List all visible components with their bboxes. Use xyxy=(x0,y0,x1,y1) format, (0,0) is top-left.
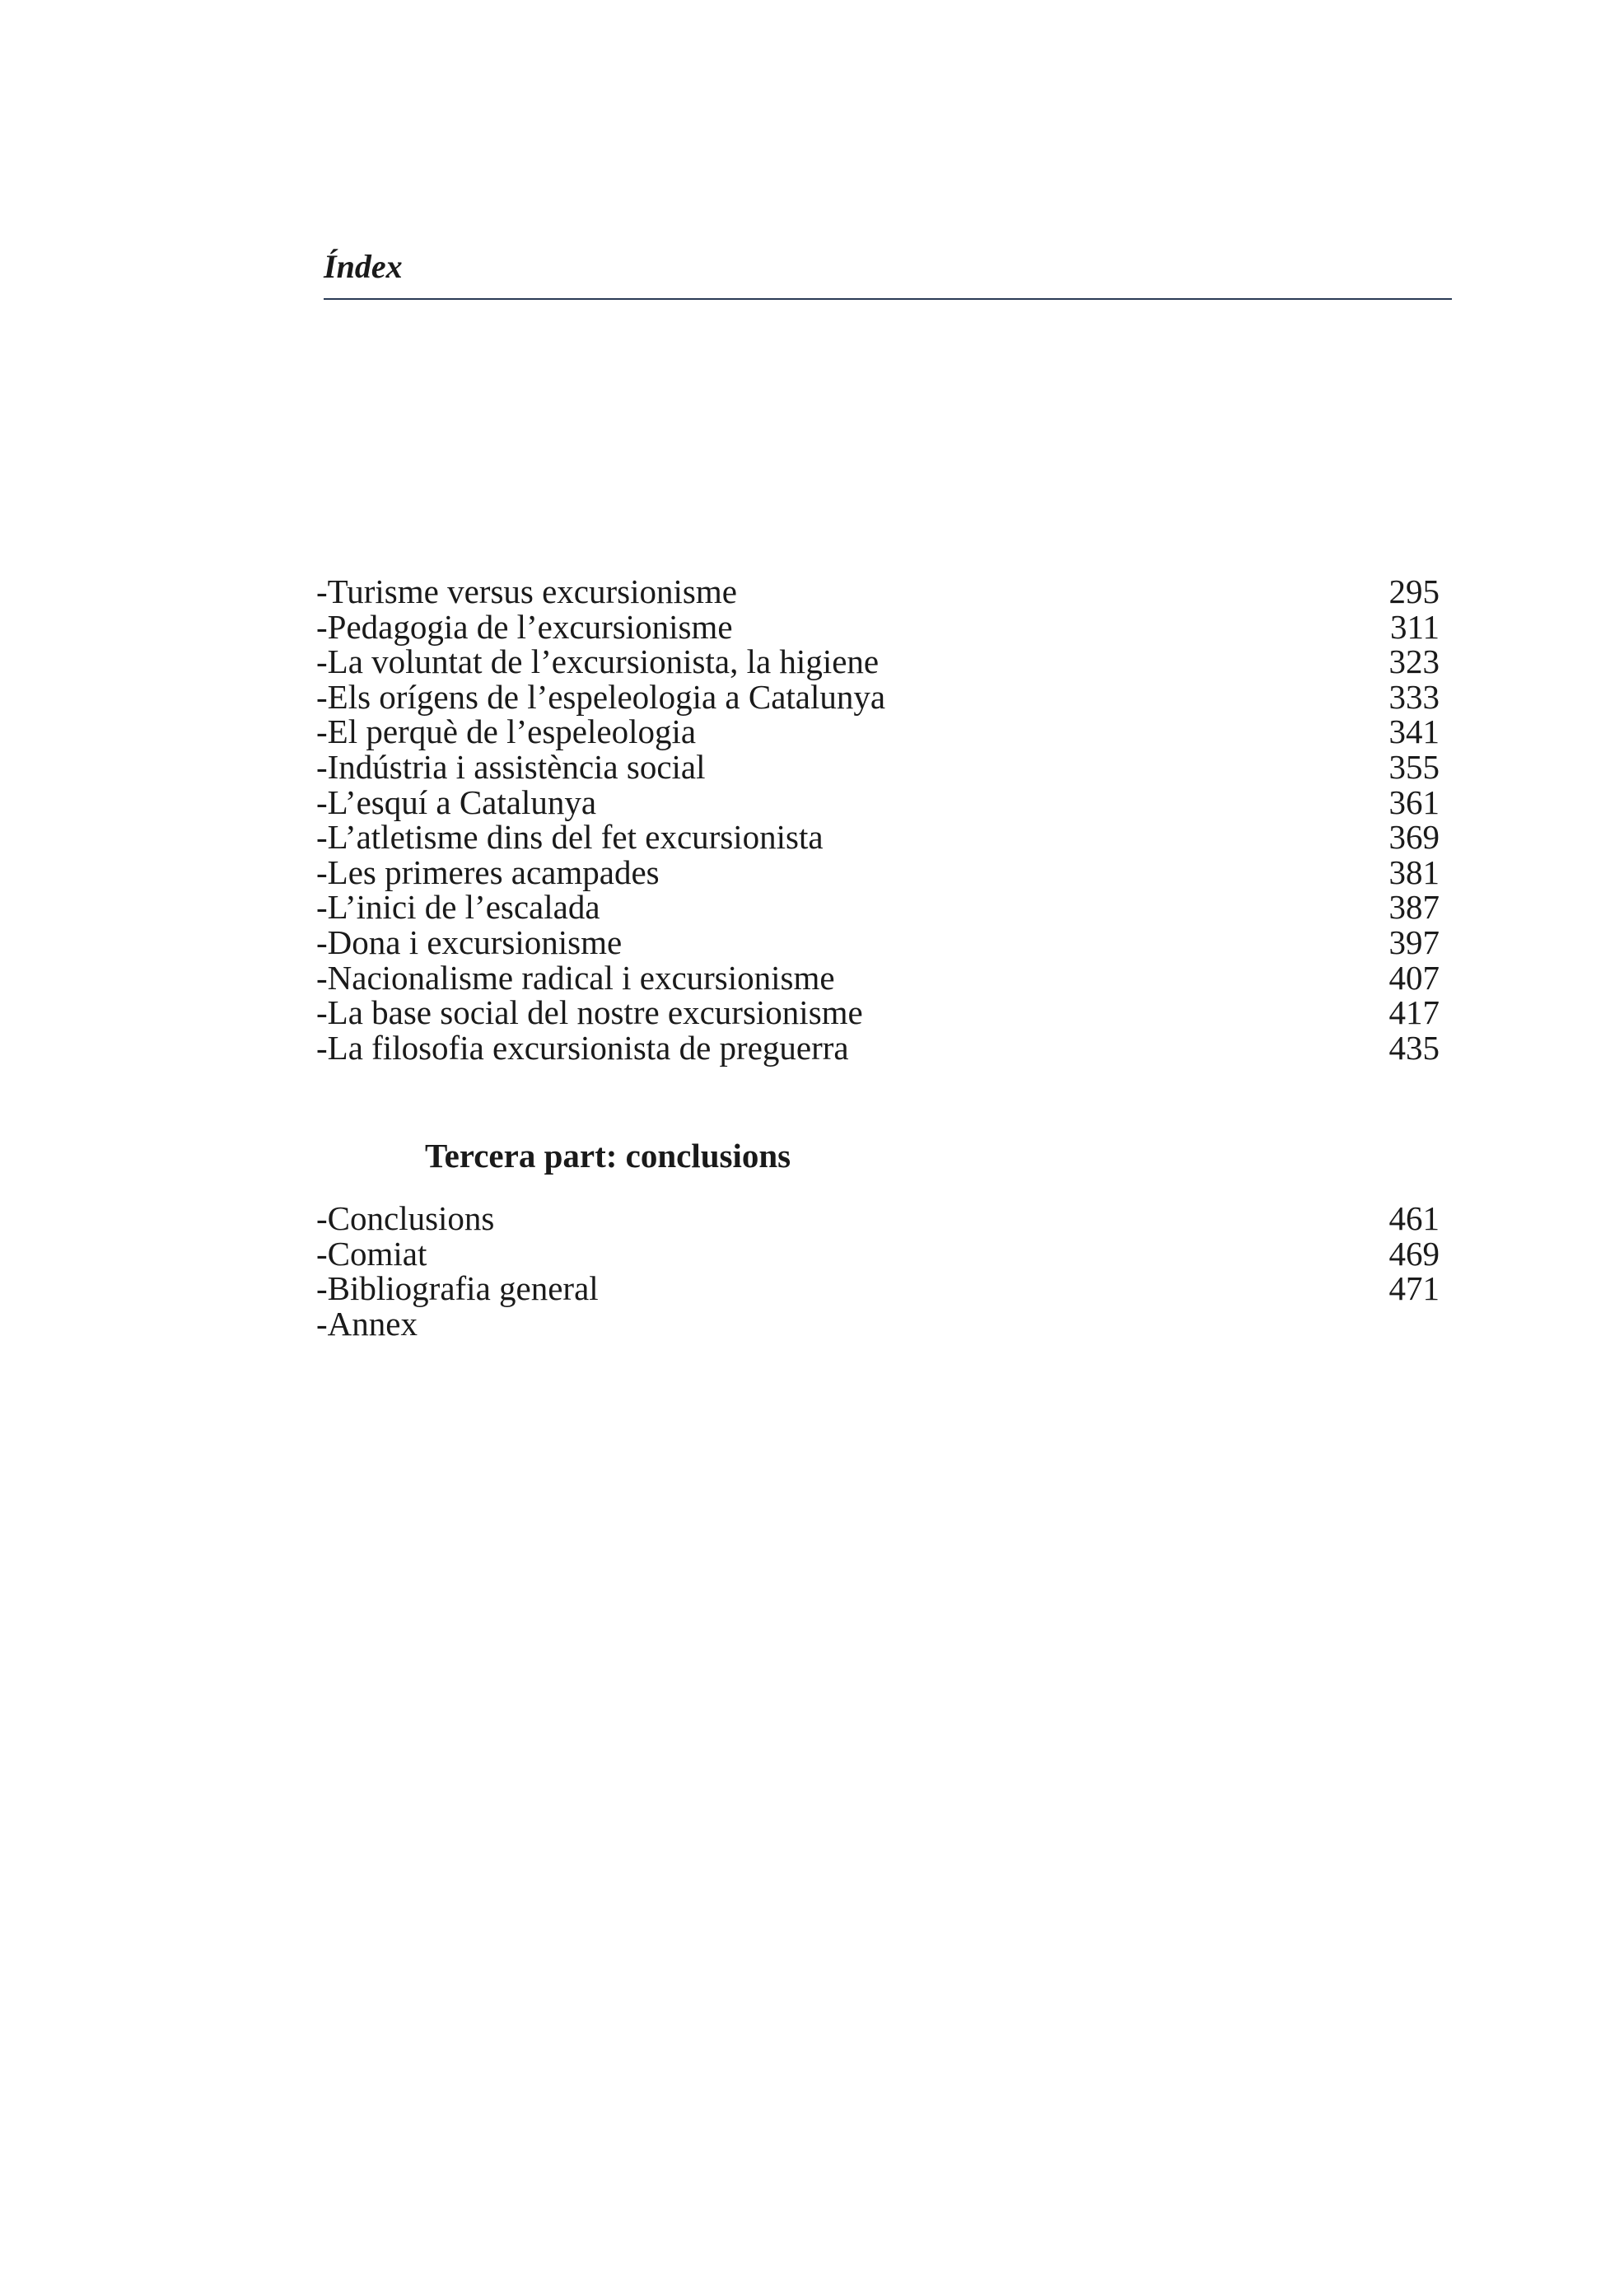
toc-entry xyxy=(316,890,1440,925)
toc-conclusions-list xyxy=(316,1201,1440,1341)
toc-entry xyxy=(316,960,1440,996)
toc-entry-page: 471 xyxy=(1388,1269,1440,1308)
toc-entry-page: 387 xyxy=(1388,888,1440,927)
toc-entry-title: -La base social del nostre excursionisme xyxy=(316,993,863,1032)
toc-entry xyxy=(316,607,1440,646)
toc-entry-title: -La filosofia excursionista de preguerra xyxy=(316,1028,849,1067)
toc-entry-page: 435 xyxy=(1388,1028,1440,1067)
page-title: Índex xyxy=(324,248,403,285)
toc-entry xyxy=(316,1201,1440,1236)
toc-entry-title: -El perquè de l’espeleologia xyxy=(316,712,697,751)
toc-entry xyxy=(316,1236,1440,1272)
toc-entry-title: -Bibliografia general xyxy=(316,1269,599,1308)
toc-entry-page: 469 xyxy=(1388,1234,1440,1273)
toc-entry-title: -Turisme versus excursionisme xyxy=(316,572,737,610)
toc-entry-title: -L’atletisme dins del fet excursionista xyxy=(316,818,824,857)
page-header xyxy=(324,244,1452,290)
toc-entry xyxy=(316,1271,1440,1306)
toc-entry xyxy=(316,782,1440,821)
toc-entry-title: -Comiat xyxy=(316,1234,427,1273)
toc-entry-page: 341 xyxy=(1388,712,1440,751)
toc-entry-title: -Nacionalisme radical i excursionisme xyxy=(316,958,835,997)
toc-entry xyxy=(316,925,1440,960)
toc-entry-page: 461 xyxy=(1388,1199,1440,1237)
toc-main-list xyxy=(316,574,1440,1065)
toc-entry-page: 407 xyxy=(1388,958,1440,997)
toc-entry xyxy=(316,714,1440,750)
toc-entry-page: 397 xyxy=(1388,923,1440,961)
toc-entry-title: -Annex xyxy=(316,1304,418,1343)
toc-entry-page: 333 xyxy=(1388,677,1440,716)
toc-entry-page: 361 xyxy=(1388,782,1440,821)
toc-entry xyxy=(316,855,1440,890)
toc-entry xyxy=(316,995,1440,1030)
toc-entry-page: 381 xyxy=(1388,853,1440,891)
toc-entry-title: -Els orígens de l’espeleologia a Catalunya xyxy=(316,677,886,716)
toc-entry-title: -L’inici de l’escalada xyxy=(316,888,600,927)
toc-entry xyxy=(316,1306,1440,1342)
toc-entry xyxy=(316,677,1440,716)
section-heading-conclusions: Tercera part: conclusions xyxy=(425,1137,791,1175)
toc-entry-title: -La voluntat de l’excursionista, la higiene xyxy=(316,642,880,681)
toc-entry-page: 369 xyxy=(1388,818,1440,857)
toc-entry-title: -Pedagogia de l’excursionisme xyxy=(316,607,733,646)
toc-entry-page: 417 xyxy=(1388,993,1440,1032)
toc-entry-title: -Les primeres acampades xyxy=(316,853,660,891)
toc-entry-page: 355 xyxy=(1388,747,1440,786)
toc-entry xyxy=(316,1030,1440,1066)
toc-entry-page: 295 xyxy=(1388,572,1440,610)
toc-entry-title: -Indústria i assistència social xyxy=(316,747,706,786)
toc-entry xyxy=(316,747,1440,786)
toc-entry xyxy=(316,574,1440,610)
toc-entry xyxy=(316,644,1440,680)
toc-entry-page: 311 xyxy=(1390,607,1440,646)
toc-entry-page: 323 xyxy=(1388,642,1440,681)
toc-entry-title: -Dona i excursionisme xyxy=(316,923,623,961)
toc-entry xyxy=(316,820,1440,855)
header-divider xyxy=(324,298,1452,300)
toc-entry-title: -L’esquí a Catalunya xyxy=(316,782,597,821)
toc-entry-title: -Conclusions xyxy=(316,1199,495,1237)
